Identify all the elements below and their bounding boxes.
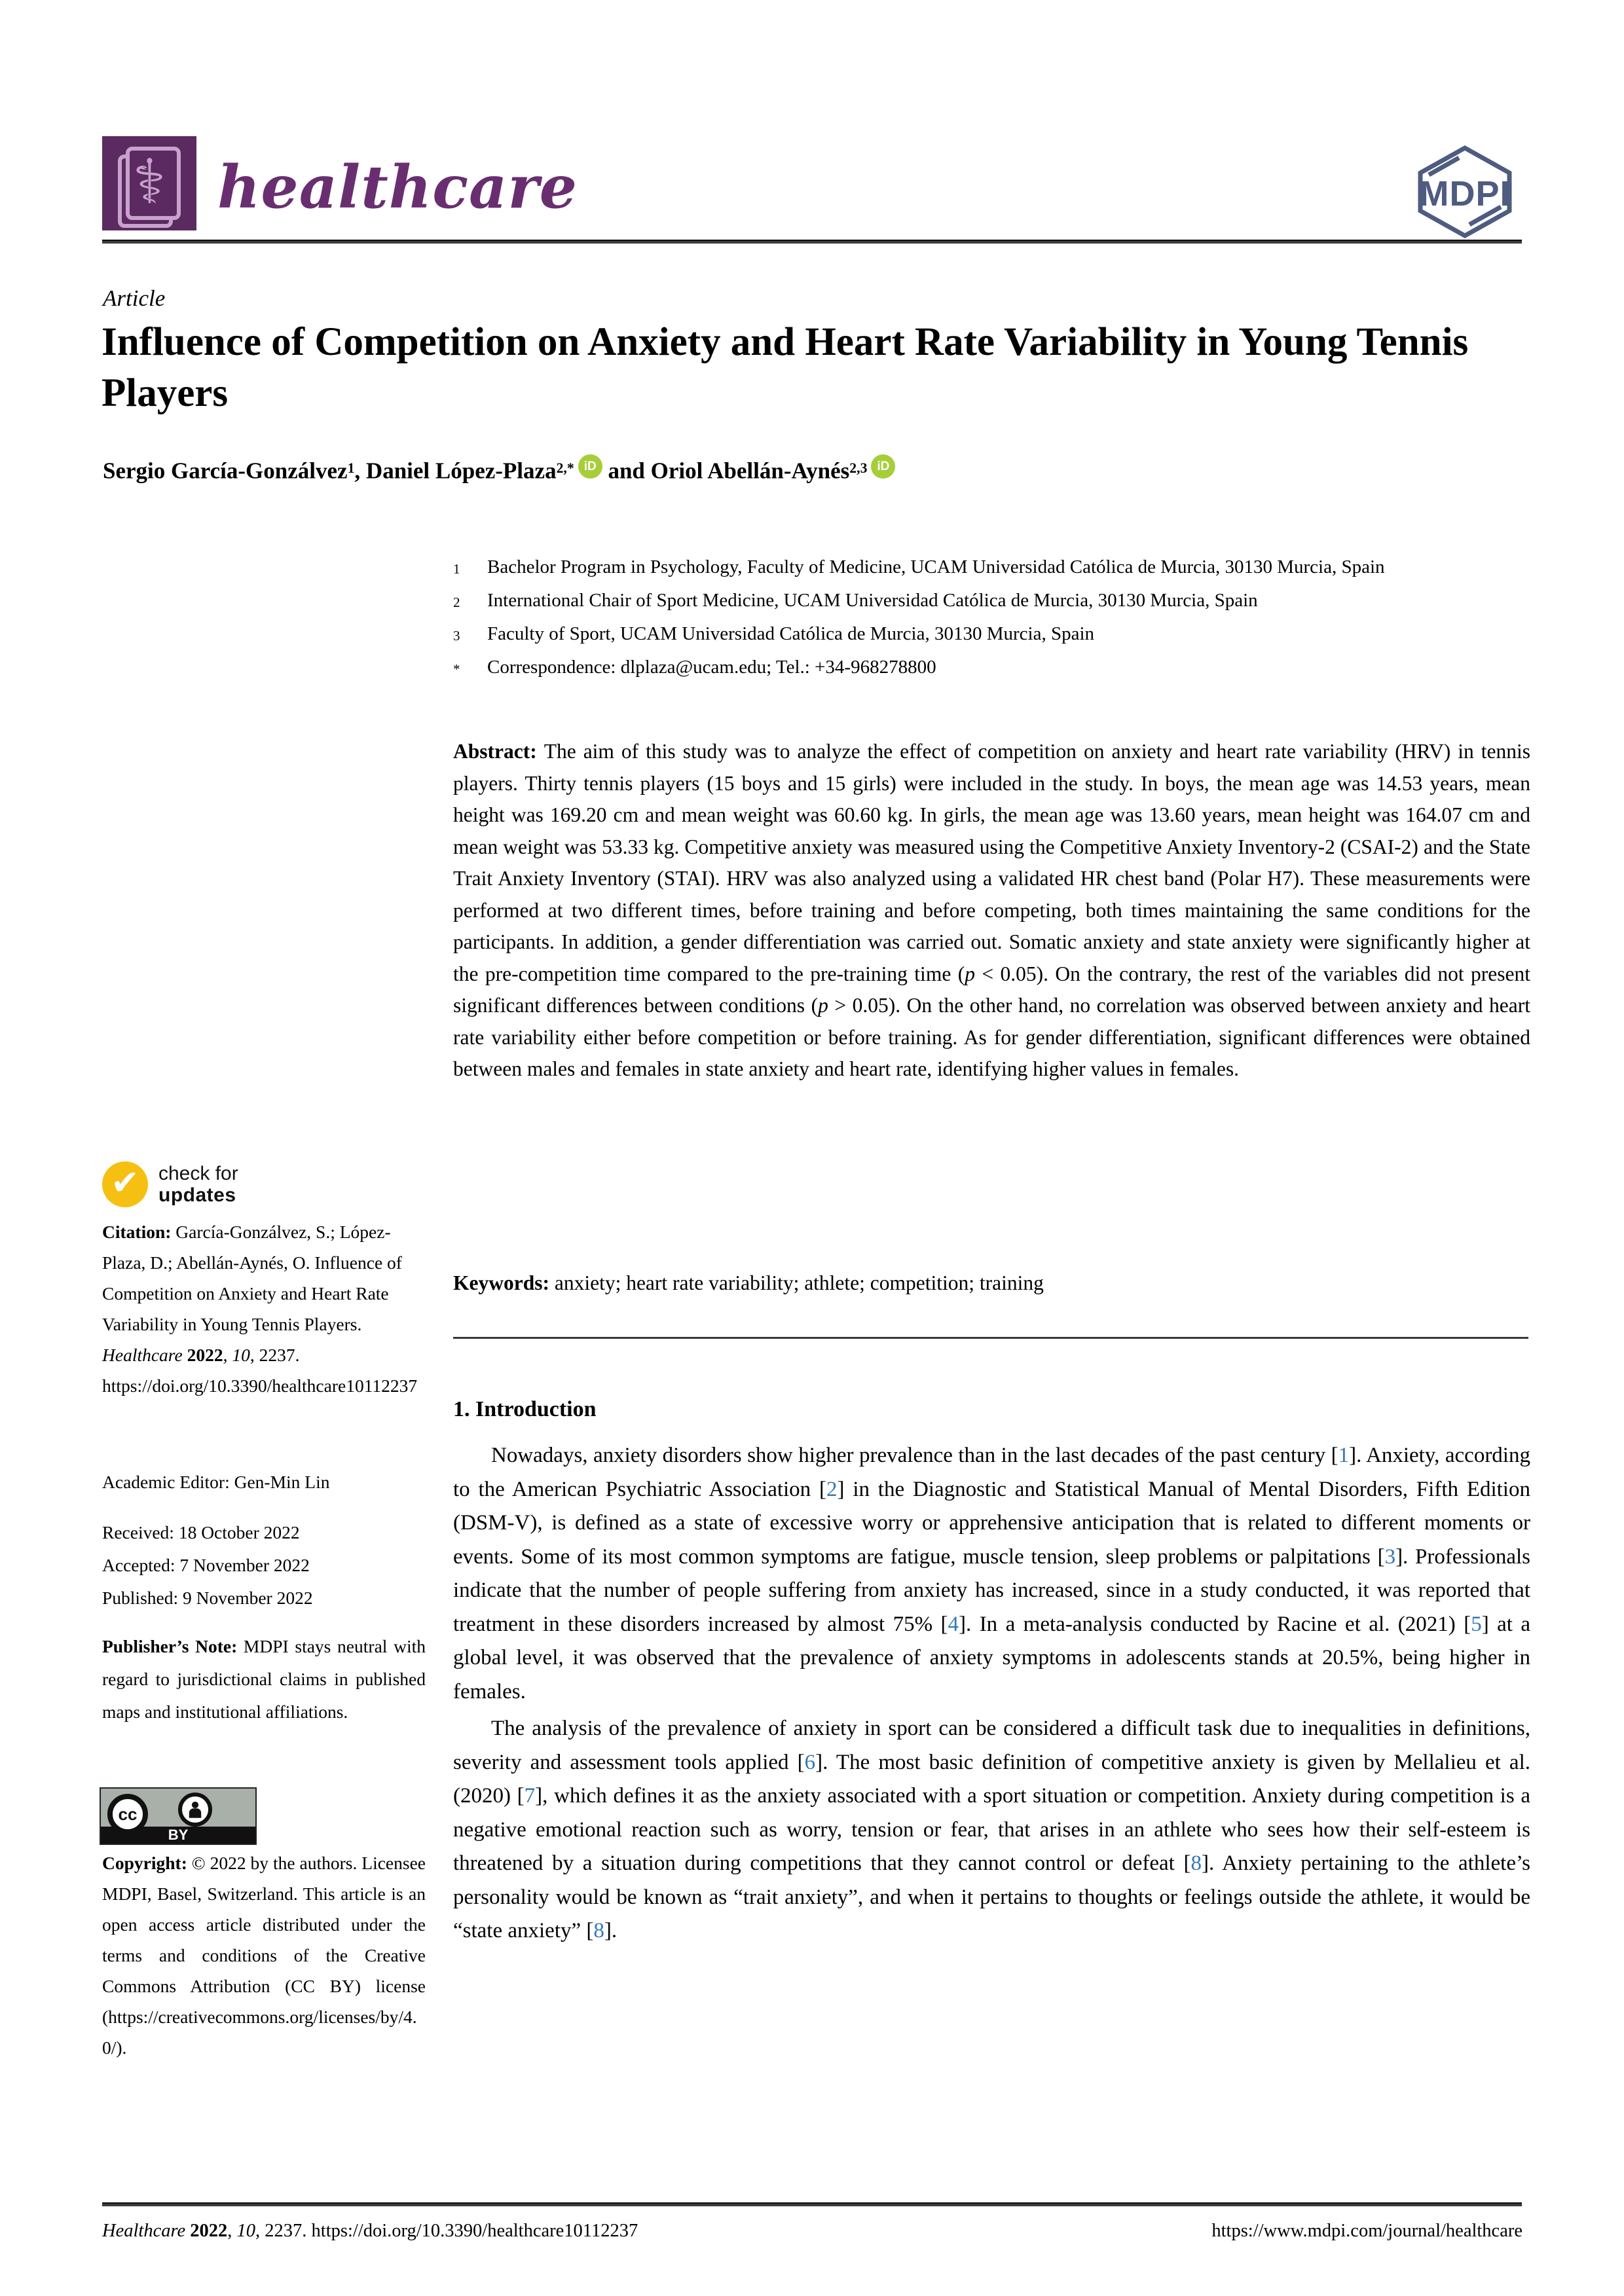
citation-doi-link[interactable]: https://doi.org/10.3390/healthcare10112237 bbox=[102, 1376, 418, 1396]
ref-link-2[interactable]: 2 bbox=[826, 1477, 838, 1501]
text-segment: García-Gonzálvez, S.; López-Plaza, D.; Abellán-Aynés, O. Influence of Competition on Anxiety and Heart Rate Variability in Young Tennis Players. bbox=[102, 1222, 402, 1334]
author-name-3: Oriol Abellán-Aynés bbox=[650, 458, 850, 484]
ref-link-3[interactable]: 3 bbox=[1384, 1544, 1396, 1569]
check-for-updates-badge[interactable] bbox=[102, 1161, 238, 1207]
text-segment: > 0.05). On the other hand, no correlation was observed between anxiety and heart rate variability either before competition or before training. As for gender differentiation, significant differences were obtained between males and females in state anxiety and heart rate, identifying higher values in females. bbox=[453, 994, 1530, 1080]
received-line: Received: 18 October 2022 bbox=[102, 1522, 300, 1542]
mdpi-wordmark: MDPI bbox=[1419, 174, 1511, 213]
text-segment: Copyright: bbox=[102, 1853, 192, 1873]
journal-wordmark: healthcare bbox=[217, 153, 578, 222]
text-segment: anxiety; heart rate variability; athlete; competition; training bbox=[554, 1271, 1044, 1294]
by-label: BY bbox=[168, 1827, 189, 1843]
affiliation-marker: 1 bbox=[453, 561, 460, 577]
paragraph bbox=[453, 1712, 1530, 1948]
orcid-icon[interactable]: iD bbox=[578, 454, 602, 479]
affiliation-marker: 3 bbox=[453, 628, 460, 644]
text-segment: ], which defines it as the anxiety associated with a sport situation or competition. Anxiety during competition is a negative emotional reaction such as worry, tension or fear, that arises in an athlete who sees how their self-esteem is threatened by a situation during competitions that they cannot control or defeat [ bbox=[453, 1784, 1530, 1875]
author-name-1: Sergio García-Gonzálvez bbox=[103, 458, 348, 484]
text-segment: , bbox=[223, 1345, 232, 1365]
citation-block bbox=[102, 1216, 426, 1401]
footer-journal-ref bbox=[102, 2221, 638, 2242]
text-segment: < 0.05). On the contrary, the rest of the variables did not present significant differences between conditions ( bbox=[453, 962, 1530, 1017]
content-divider bbox=[453, 1337, 1528, 1339]
text-segment: ]. bbox=[604, 1919, 618, 1942]
dates-block bbox=[102, 1516, 426, 1614]
text-segment: , 2237. bbox=[249, 1345, 300, 1365]
authors-line bbox=[103, 454, 895, 484]
text-segment: The analysis of the prevalence of anxiety in sport can be considered a difficult task due to inequalities in definitions, severity and assessment tools applied [ bbox=[453, 1717, 1530, 1774]
affiliation-text: Correspondence: dlplaza@ucam.edu; Tel.: +34-968278800 bbox=[487, 657, 936, 678]
text-segment: ] in the Diagnostic and Statistical Manual of Mental Disorders, Fifth Edition (DSM-V), is defined as a state of excessive worry or apprehensive anticipation that is related to different moments or events. Some of its most common symptoms are fatigue, muscle tension, sleep problems or palpitations [ bbox=[453, 1477, 1530, 1569]
text-segment: ]. In a meta-analysis conducted by Racine et al. (2021) [ bbox=[959, 1612, 1471, 1636]
affiliation-row bbox=[453, 618, 1417, 651]
cc-icon: cc bbox=[107, 1794, 148, 1834]
text-segment: p bbox=[818, 994, 828, 1017]
text-segment: © 2022 by the authors. Licensee MDPI, Basel, Switzerland. This article is an open access article distributed under the terms and conditions of the Creative Commons Attribution (CC BY) license (https://creativecommons.org/licenses/by/4.0/). bbox=[102, 1853, 426, 2058]
copyright-block bbox=[102, 1848, 426, 2063]
healthcare-logo bbox=[102, 136, 196, 230]
ref-link-8b[interactable]: 8 bbox=[593, 1919, 604, 1942]
text-segment: ]. Anxiety pertaining to the athlete’s personality would be known as “trait anxiety”, and when it pertains to thoughts or feelings outside the athlete, it would be “state anxiety” [ bbox=[453, 1851, 1530, 1942]
ref-link-1[interactable]: 1 bbox=[1338, 1444, 1350, 1467]
affiliation-marker: 2 bbox=[453, 594, 460, 610]
author-name-2: Daniel López-Plaza bbox=[365, 458, 557, 484]
article-type-label: Article bbox=[103, 285, 166, 311]
text-segment: , bbox=[227, 2221, 237, 2241]
affiliation-marker: * bbox=[453, 661, 460, 677]
publishers-note bbox=[102, 1630, 426, 1728]
text-segment: The aim of this study was to analyze the effect of competition on anxiety and heart rate variability (HRV) in tennis players. Thirty tennis players (15 boys and 15 girls) were included in the study. In boys, the mean age was 14.53 years, mean height was 169.20 cm and mean weight was 60.60 kg. In girls, the mean age was 13.60 years, mean height was 164.07 cm and mean weight was 53.33 kg. Competitive anxiety was measured using the Competitive Anxiety Inventory-2 (CSAI-2) and the State Trait Anxiety Inventory (STAI). HRV was also analyzed using a validated HR chest band (Polar H7). These measurements were performed at two different times, before training and before competing, both times maintaining the same conditions for the participants. In addition, a gender differentiation was carried out. Somatic anxiety and state anxiety were significantly higher at the pre-competition time compared to the pre-training time ( bbox=[453, 740, 1530, 985]
affiliations-list bbox=[453, 551, 1417, 685]
affiliation-text: International Chair of Sport Medicine, UCAM Universidad Católica de Murcia, 30130 Murcia, Spain bbox=[487, 590, 1258, 611]
section-heading-introduction: 1. Introduction bbox=[453, 1397, 597, 1421]
check-badge-label bbox=[158, 1163, 238, 1206]
ref-link-5[interactable]: 5 bbox=[1471, 1612, 1482, 1636]
author-affiliation-sup-2: 2,* bbox=[556, 460, 574, 477]
footer-journal-url[interactable]: https://www.mdpi.com/journal/healthcare bbox=[1211, 2221, 1522, 2241]
text-segment: ]. Anxiety, according to the American Psychiatric Association [ bbox=[453, 1444, 1530, 1501]
paragraph bbox=[453, 1439, 1530, 1709]
text-segment: 2022 bbox=[187, 1345, 223, 1365]
text-segment: Keywords: bbox=[453, 1271, 555, 1294]
text-segment: ]. Professionals indicate that the number of people suffering from anxiety has increased, since in a study conducted, it was reported that treatment in these disorders increased by almost 75% [ bbox=[453, 1544, 1530, 1636]
text-segment: 10 bbox=[232, 1345, 250, 1365]
accepted-line: Accepted: 7 November 2022 bbox=[102, 1555, 310, 1575]
keywords-line bbox=[453, 1267, 1530, 1299]
article-title: Influence of Competition on Anxiety and Heart Rate Variability in Young Tennis Players bbox=[101, 320, 1469, 415]
text-segment: p bbox=[965, 962, 975, 985]
author-affiliation-sup-3: 2,3 bbox=[849, 460, 868, 477]
cc-by-license-badge[interactable] bbox=[100, 1787, 257, 1845]
text-segment: Citation: bbox=[102, 1222, 176, 1242]
text-segment: Abstract: bbox=[453, 740, 544, 763]
text-segment: ]. The most basic definition of competitive anxiety is given by Mellalieu et al. (2020) [ bbox=[453, 1750, 1531, 1808]
text-segment: 10 bbox=[236, 2221, 256, 2241]
check-icon: ✔ bbox=[102, 1161, 148, 1207]
mdpi-logo bbox=[1403, 143, 1527, 244]
affiliation-text: Faculty of Sport, UCAM Universidad Católica de Murcia, 30130 Murcia, Spain bbox=[487, 623, 1095, 644]
caduceus-icon: ⚕ bbox=[132, 147, 166, 218]
text-segment: Healthcare bbox=[102, 2221, 191, 2241]
ref-link-8[interactable]: 8 bbox=[1190, 1851, 1202, 1875]
ref-link-6[interactable]: 6 bbox=[804, 1750, 816, 1774]
check-badge-line1: check for bbox=[158, 1163, 238, 1184]
published-line: Published: 9 November 2022 bbox=[102, 1588, 313, 1608]
header-rule bbox=[102, 240, 1522, 244]
affiliation-row bbox=[453, 585, 1417, 618]
text-segment: 2022 bbox=[190, 2221, 228, 2241]
person-icon bbox=[178, 1793, 212, 1827]
footer-doi-link[interactable]: https://doi.org/10.3390/healthcare10112237 bbox=[311, 2221, 638, 2241]
text-segment: , 2237. bbox=[255, 2221, 312, 2241]
introduction-body bbox=[453, 1439, 1530, 1948]
text-segment: Publisher’s Note: bbox=[102, 1636, 244, 1656]
text-segment: ] at a global level, it was observed that the prevalence of anxiety symptoms in adolescents stands at 20.5%, being higher in females. bbox=[453, 1612, 1530, 1704]
text-segment: MDPI stays neutral with regard to jurisdictional claims in published maps and institutional affiliations. bbox=[102, 1636, 426, 1722]
academic-editor-line: Academic Editor: Gen-Min Lin bbox=[102, 1472, 330, 1492]
author-separator-2: and bbox=[602, 458, 651, 484]
footer-rule bbox=[102, 2202, 1522, 2206]
ref-link-4[interactable]: 4 bbox=[948, 1612, 959, 1636]
abstract-paragraph bbox=[453, 736, 1530, 1085]
text-segment: Healthcare bbox=[102, 1345, 187, 1365]
affiliation-row bbox=[453, 651, 1417, 685]
ref-link-7[interactable]: 7 bbox=[524, 1784, 536, 1808]
text-segment: Nowadays, anxiety disorders show higher prevalence than in the last decades of the past century [ bbox=[491, 1444, 1338, 1467]
affiliation-row bbox=[453, 551, 1417, 585]
affiliation-text: Bachelor Program in Psychology, Faculty of Medicine, UCAM Universidad Católica de Murcia, 30130 Murcia, Spain bbox=[487, 556, 1385, 577]
orcid-icon[interactable]: iD bbox=[871, 454, 895, 479]
author-affiliation-sup-1: 1 bbox=[347, 460, 355, 477]
check-badge-line2: updates bbox=[158, 1184, 236, 1206]
author-separator-1: , bbox=[354, 458, 366, 484]
